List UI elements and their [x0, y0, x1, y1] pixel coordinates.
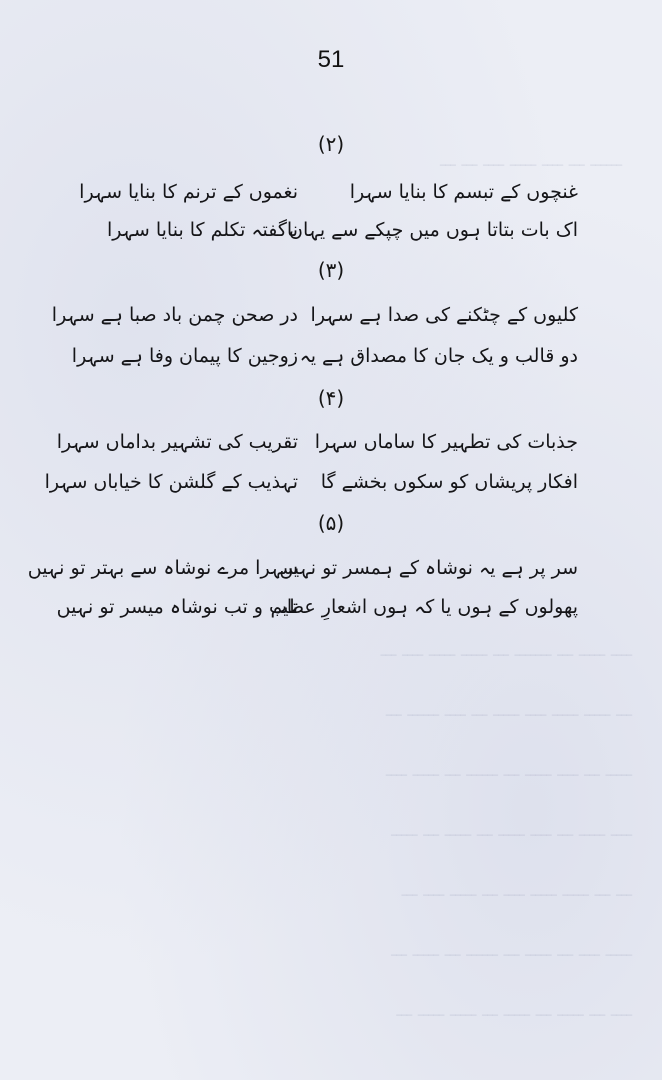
verse-line: افکار پریشاں کو سکوں بخشے گا: [320, 471, 578, 493]
verse-line: تقریب کی تشہیر بداماں سہرا: [56, 431, 298, 453]
verse-line: در صحن چمن باد صبا ہے سہرا: [51, 304, 298, 326]
section-number: (۵): [317, 511, 345, 535]
page-number: 51: [317, 46, 345, 73]
bleed-through-text: ــــ ـــــ ـــ ــــ ـــــ ـــ ـــــ ـــ ـــــ: [391, 820, 632, 841]
verse-line: زوجین کا پیمان وفا ہے سہرا: [71, 345, 298, 367]
bleed-through-text: ــــــ ـــ ــــ ـــــ ــــ ـــ ـــ: [440, 150, 622, 171]
verse-line: کلیوں کے چٹکنے کی صدا ہے سہرا: [310, 304, 578, 326]
verse-line: پھولوں کے ہوں یا کہ ہوں اشعارِ عظیم: [270, 596, 578, 618]
section-number: (۳): [317, 258, 345, 282]
verse-line: اک بات بتاتا ہوں میں چپکے سے یہاں: [288, 219, 578, 241]
verse-line: جذبات کی تطہیر کا ساماں سہرا: [314, 431, 578, 453]
bleed-through-text: ــــ ـــــ ـــ ـــــــ ـــ ـــــ ـــــ ــــ ـــ: [380, 640, 632, 661]
bleed-through-text: ـــــ ـــ ــــ ـــــ ـــ ــــــ ـــ ـــــ ــــ: [385, 760, 632, 781]
bleed-through-text: ـــ ـــ ـــــ ـــــ ــــ ـــ ـــــ ــــ ـــ: [401, 880, 632, 901]
verse-line: سہرا مرے نوشاہ سے بہتر تو نہیں: [27, 557, 298, 579]
verse-line: تاب و تب نوشاہ میسر تو نہیں: [56, 596, 298, 618]
verse-line: غنچوں کے تبسم کا بنایا سہرا: [349, 181, 578, 203]
verse-line: سر پر ہے یہ نوشاہ کے ہمسر تو نہیں: [279, 557, 578, 579]
verse-line: ناگفتہ تکلم کا بنایا سہرا: [106, 219, 298, 241]
verse-line: تہذیب کے گلشن کا خیاباں سہرا: [44, 471, 298, 493]
verse-line: دو قالب و یک جان کا مصداق ہے یہ: [299, 345, 578, 367]
section-number: (۲): [317, 132, 345, 156]
bleed-through-text: ـــ ـــــ ـــــ ــــ ـــــ ـــ ــــ ــــــ ـــ: [385, 700, 632, 721]
bleed-through-text: ـــــ ــــ ـــ ـــــ ـــ ــــــ ـــ ـــــ ـــ: [391, 940, 632, 961]
verse-line: نغموں کے ترنم کا بنایا سہرا: [79, 181, 298, 203]
section-number: (۴): [317, 386, 345, 410]
bleed-through-text: ــــ ـــ ـــــ ـــ ـــــ ـــ ـــــ ـــــ ـــ: [396, 1000, 632, 1021]
